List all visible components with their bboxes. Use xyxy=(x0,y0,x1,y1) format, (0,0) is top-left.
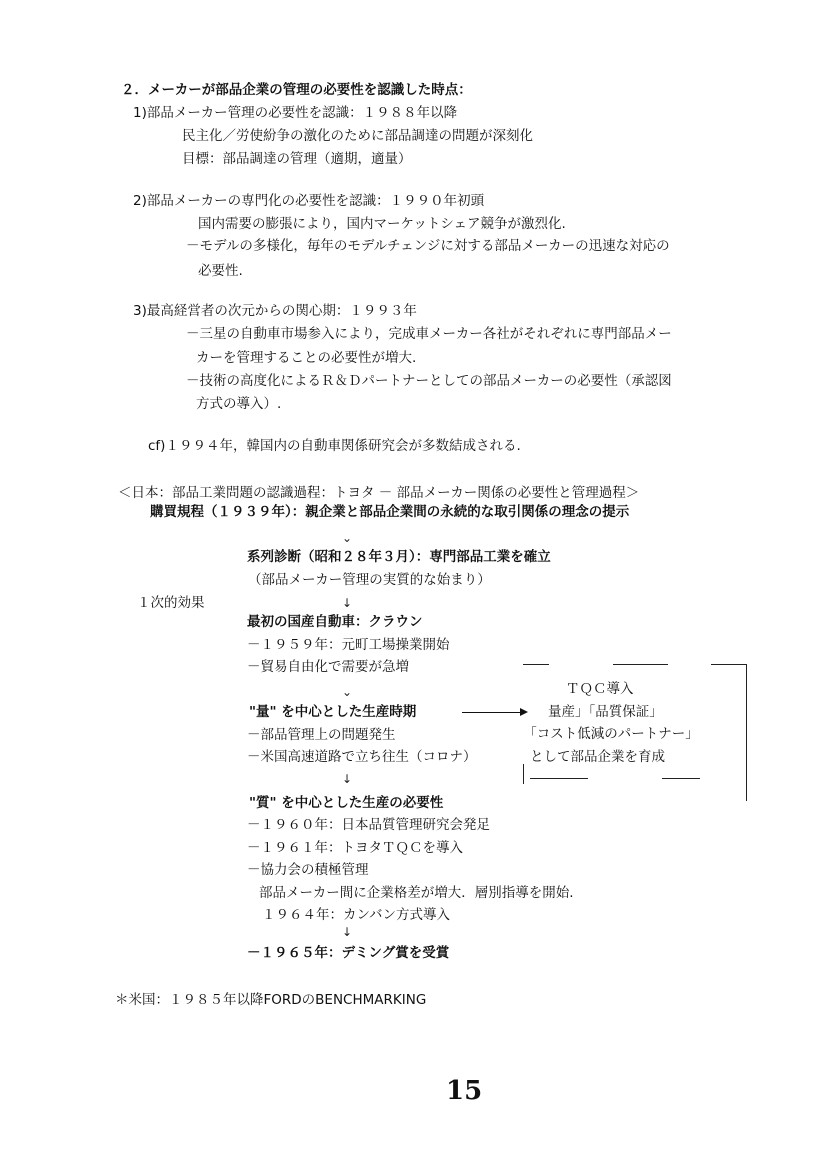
japan-title: ＜日本：部品工業問題の認識過程：トヨタ － 部品メーカー関係の必要性と管理過程＞ xyxy=(118,485,640,501)
box-border xyxy=(746,664,747,801)
item1-title: 1)部品メーカー管理の必要性を認識：１９８８年以降 xyxy=(133,105,458,121)
keiretsu-note: （部品メーカー管理の実質的な始まり） xyxy=(248,572,491,588)
quality-heading: "質" を中心とした生産の必要性 xyxy=(249,795,444,811)
box-border xyxy=(711,664,747,665)
footnote: ＊米国：１９８５年以降FORDのBENCHMARKING xyxy=(115,992,427,1008)
page-number: 15 xyxy=(446,1076,483,1106)
item3-line2: カーを管理することの必要性が増大. xyxy=(196,350,417,366)
right-arrow-icon xyxy=(520,708,528,716)
purchase-rules: 購買規程（１９３９年）：親企業と部品企業間の永続的な取引関係の理念の提示 xyxy=(150,504,630,520)
quantity-heading: "量" を中心とした生産時期 xyxy=(249,704,417,720)
box-border xyxy=(530,778,588,779)
tqc-box-line2: 量産｣「品質保証｣ xyxy=(548,704,656,720)
crown-line1: －１９５９年：元町工場操業開始 xyxy=(247,637,450,653)
box-border xyxy=(523,764,524,784)
item2-title: 2)部品メーカーの専門化の必要性を認識：１９９０年初頭 xyxy=(133,193,485,209)
item3-line1: －三星の自動車市場参入により，完成車メーカー各社がそれぞれに専門部品メー xyxy=(186,326,672,342)
arrow-down-icon: ⌄ xyxy=(342,531,353,545)
cf-note: cf)１９９４年，韓国内の自動車関係研究会が多数結成される. xyxy=(148,438,521,454)
item2-line1: 国内需要の膨張により，国内マーケットシェア競争が激烈化. xyxy=(198,216,566,232)
quality-line5: １９６４年：カンバン方式導入 xyxy=(262,907,451,923)
first-effect-label: １次的効果 xyxy=(137,595,205,611)
box-border xyxy=(662,778,700,779)
deming-prize: －１９６５年：デミング賞を受賞 xyxy=(247,945,450,961)
tqc-box-line4: として部品企業を育成 xyxy=(530,749,665,765)
keiretsu-diagnosis: 系列診断（昭和２８年３月）：専門部品工業を確立 xyxy=(247,549,551,565)
quality-line1: －１９６０年：日本品質管理研究会発足 xyxy=(247,817,490,833)
arrow-down-icon: ↓ xyxy=(342,596,353,610)
arrow-down-icon: ⌄ xyxy=(342,685,353,699)
arrow-down-icon: ↓ xyxy=(342,925,353,939)
box-border xyxy=(613,664,668,665)
tqc-box-line3: ｢コスト低減のパートナー｣ xyxy=(530,726,692,742)
item3-line4: 方式の導入）. xyxy=(196,396,282,412)
quantity-line1: －部品管理上の問題発生 xyxy=(247,727,396,743)
quality-line4: 部品メーカー間に企業格差が増大．層別指導を開始. xyxy=(259,885,574,901)
item3-line3: －技術の高度化によるＲ＆Ｄパートナーとしての部品メーカーの必要性（承認図 xyxy=(186,373,672,389)
box-border xyxy=(523,664,549,665)
item3-title: 3)最高経営者の次元からの関心期：１９９３年 xyxy=(133,303,417,319)
item1-line2: 目標：部品調達の管理（適期，適量） xyxy=(182,151,412,167)
item2-line3: 必要性. xyxy=(198,263,243,279)
arrow-down-icon: ↓ xyxy=(342,772,353,786)
crown-heading: 最初の国産自動車：クラウン xyxy=(247,614,423,630)
quality-line2: －１９６１年：トヨタＴＱＣを導入 xyxy=(247,840,463,856)
section-heading: ２．メーカーが部品企業の管理の必要性を認識した時点： xyxy=(121,82,472,98)
item2-line2: －モデルの多様化，毎年のモデルチェンジに対する部品メーカーの迅速な対応の xyxy=(186,238,670,254)
quantity-line2: －米国高速道路で立ち往生（コロナ） xyxy=(247,749,477,765)
crown-line2: －貿易自由化で需要が急増 xyxy=(247,659,409,675)
quality-line3: －協力会の積極管理 xyxy=(247,862,369,878)
tqc-box-line1: ＴＱＣ導入 xyxy=(566,681,634,697)
right-arrow-line xyxy=(462,712,522,713)
item1-line1: 民主化／労使紛争の激化のために部品調達の問題が深刻化 xyxy=(182,128,533,144)
